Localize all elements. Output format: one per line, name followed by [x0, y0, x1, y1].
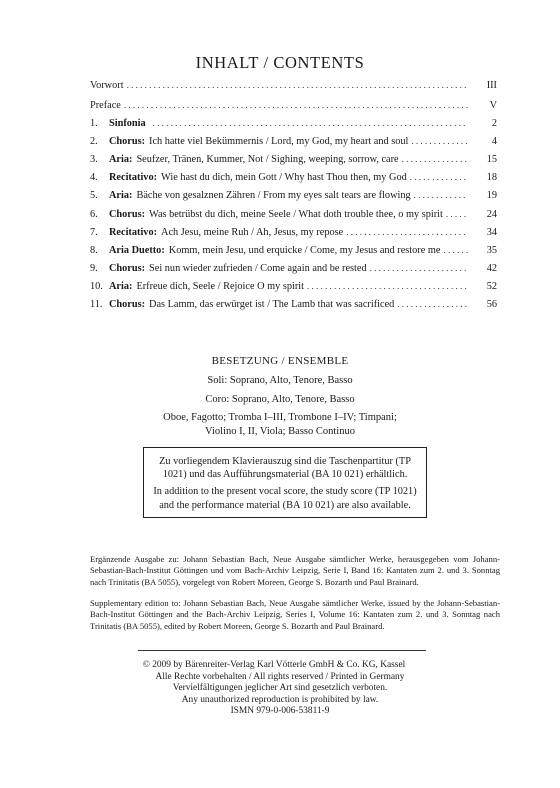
toc-number: 4.	[90, 172, 98, 184]
toc-row	[90, 118, 497, 136]
toc-entry-title: Seufzer, Tränen, Kummer, Not / Sighing, weeping, sorrow, care	[136, 154, 399, 166]
toc-entry-title: Sei nun wieder zufrieden / Come again and be rested	[149, 262, 367, 274]
leader-dots	[346, 227, 468, 237]
ismn-line: ISMN 979-0-006-53811-9	[230, 706, 330, 717]
toc-movement-type: Chorus:	[109, 136, 146, 148]
toc-row	[90, 172, 497, 190]
table-of-contents	[90, 80, 497, 317]
leader-dots	[127, 80, 468, 90]
supplementary-text-en: Supplementary edition to: Johann Sebastian Bach, Neue Ausgabe sämtlicher Werke, issued by the Johann-Sebastian-Bach-Institut Göttingen and the Bach-Archiv Leipzig, Series I, Volume 16: Kantaten zum 2. und 3. Sonntag nach Trinitatis (BA 5055), edited by Robert Moreen, George S. Bozarth and Paul Brainard.	[90, 598, 500, 631]
toc-entry-title: Wie hast du dich, mein Gott / Why hast Thou then, my God	[161, 172, 407, 184]
toc-page-number: III	[486, 80, 497, 91]
toc-number: 2.	[90, 136, 98, 148]
leader-dots	[402, 154, 468, 164]
toc-number: 3.	[90, 154, 98, 166]
toc-movement-type: Aria:	[109, 154, 133, 166]
toc-row	[90, 281, 497, 299]
toc-page-number: 52	[486, 280, 497, 292]
toc-page-number: 4	[491, 136, 497, 148]
toc-row	[90, 136, 497, 154]
ensemble-heading: BESETZUNG / ENSEMBLE	[211, 355, 349, 367]
toc-page-number: 24	[486, 208, 497, 220]
toc-row	[90, 299, 497, 317]
availability-note-en: In addition to the present vocal score, the study score (TP 1021) and the performance material (BA 10 021) are also available.	[153, 486, 417, 511]
toc-number: 6.	[90, 208, 98, 220]
toc-number: 11.	[90, 299, 103, 311]
copyright-line: © 2009 by Bärenreiter-Verlag Karl Vötterle GmbH & Co. KG, Kassel	[142, 660, 406, 670]
toc-page-number: 34	[486, 226, 497, 238]
toc-movement-type: Aria:	[109, 280, 133, 292]
toc-row	[90, 80, 497, 100]
toc-page-number: 15	[486, 154, 497, 166]
availability-note-box	[143, 447, 427, 518]
toc-number: 8.	[90, 244, 98, 256]
toc-row	[90, 190, 497, 208]
toc-movement-type: Recitativo:	[109, 172, 158, 184]
toc-entry-title: Komm, mein Jesu, und erquicke / Come, my Jesus and restore me	[168, 244, 441, 256]
toc-entry-title: Preface	[90, 100, 121, 111]
divider	[138, 650, 426, 651]
leader-dots	[397, 299, 468, 309]
supplementary-text-de: Ergänzende Ausgabe zu: Johann Sebastian Bach, Neue Ausgabe sämtlicher Werke, herausgegeben vom Johann-Sebastian-Bach-Institut Göttingen und vom Bach-Archiv Leipzig, Serie I, Band 16: Kantaten zum 2. und 3. Sonntag nach Trinitatis (BA 5055), vorgelegt von Robert Moreen, George S. Bozarth und Paul Brainard.	[90, 554, 500, 587]
toc-row	[90, 245, 497, 263]
leader-dots	[307, 281, 468, 291]
toc-row	[90, 263, 497, 281]
toc-page-number: 2	[491, 118, 497, 130]
copyright-block	[0, 660, 560, 718]
toc-movement-type: Chorus:	[109, 208, 146, 220]
rights-line: Alle Rechte vorbehalten / All rights reserved / Printed in Germany	[155, 671, 405, 682]
toc-page-number: V	[489, 100, 497, 111]
toc-number: 5.	[90, 190, 98, 202]
toc-page-number: 18	[486, 172, 497, 184]
leader-dots	[411, 136, 468, 146]
toc-entry-title: Was betrübst du dich, meine Seele / What doth trouble thee, o my spirit	[149, 208, 443, 220]
availability-note-de: Zu vorliegendem Klavierauszug sind die Taschenpartitur (TP 1021) und das Aufführungsmaterial (BA 10 021) erhältlich.	[159, 456, 411, 481]
toc-movement-type: Aria Duetto:	[109, 244, 165, 256]
toc-page-number: 19	[486, 190, 497, 202]
toc-page-number: 42	[486, 262, 497, 274]
toc-entry-title: Ach Jesu, meine Ruh / Ah, Jesus, my repose	[161, 226, 344, 238]
reproduction-en-line: Any unauthorized reproduction is prohibited by law.	[181, 694, 379, 705]
toc-number: 7.	[90, 226, 98, 238]
toc-movement-type: Chorus:	[109, 299, 146, 311]
toc-entry-title: Erfreue dich, Seele / Rejoice O my spirit	[136, 280, 305, 292]
toc-number: 10.	[90, 280, 103, 292]
leader-dots	[153, 118, 468, 128]
toc-number: 9.	[90, 262, 98, 274]
leader-dots	[124, 100, 468, 110]
reproduction-de-line: Vervielfältigungen jeglicher Art sind gesetzlich verboten.	[172, 683, 388, 694]
leader-dots	[370, 263, 468, 273]
toc-row	[90, 227, 497, 245]
toc-entry-title: Ich hatte viel Bekümmernis / Lord, my God, my heart and soul	[149, 136, 409, 148]
leader-dots	[410, 172, 468, 182]
toc-number: 1.	[90, 118, 98, 130]
toc-row	[90, 209, 497, 227]
leader-dots	[443, 245, 468, 255]
toc-entry-title: Das Lamm, das erwürget ist / The Lamb that was sacrificed	[149, 299, 395, 311]
ensemble-choir: Coro: Soprano, Alto, Tenore, Basso	[205, 394, 355, 405]
ensemble-strings: Violino I, II, Viola; Basso Continuo	[205, 426, 355, 437]
toc-movement-type: Sinfonia	[109, 118, 146, 130]
toc-entry-title: Vorwort	[90, 80, 124, 91]
page-title: INHALT / CONTENTS	[195, 53, 365, 72]
supplementary-edition-de	[90, 554, 500, 588]
supplementary-edition-en	[90, 598, 500, 632]
ensemble-instruments: Oboe, Fagotto; Tromba I–III, Trombone I–IV; Timpani;	[163, 412, 397, 423]
leader-dots	[414, 190, 468, 200]
ensemble-soli: Soli: Soprano, Alto, Tenore, Basso	[207, 375, 353, 386]
toc-page-number: 56	[486, 299, 497, 311]
toc-row	[90, 100, 497, 118]
toc-movement-type: Recitativo:	[109, 226, 158, 238]
toc-page-number: 35	[486, 244, 497, 256]
toc-entry-title: Bäche von gesalznen Zähren / From my eyes salt tears are flowing	[136, 190, 411, 202]
toc-movement-type: Chorus:	[109, 262, 146, 274]
toc-movement-type: Aria:	[109, 190, 133, 202]
toc-row	[90, 154, 497, 172]
leader-dots	[446, 209, 468, 219]
